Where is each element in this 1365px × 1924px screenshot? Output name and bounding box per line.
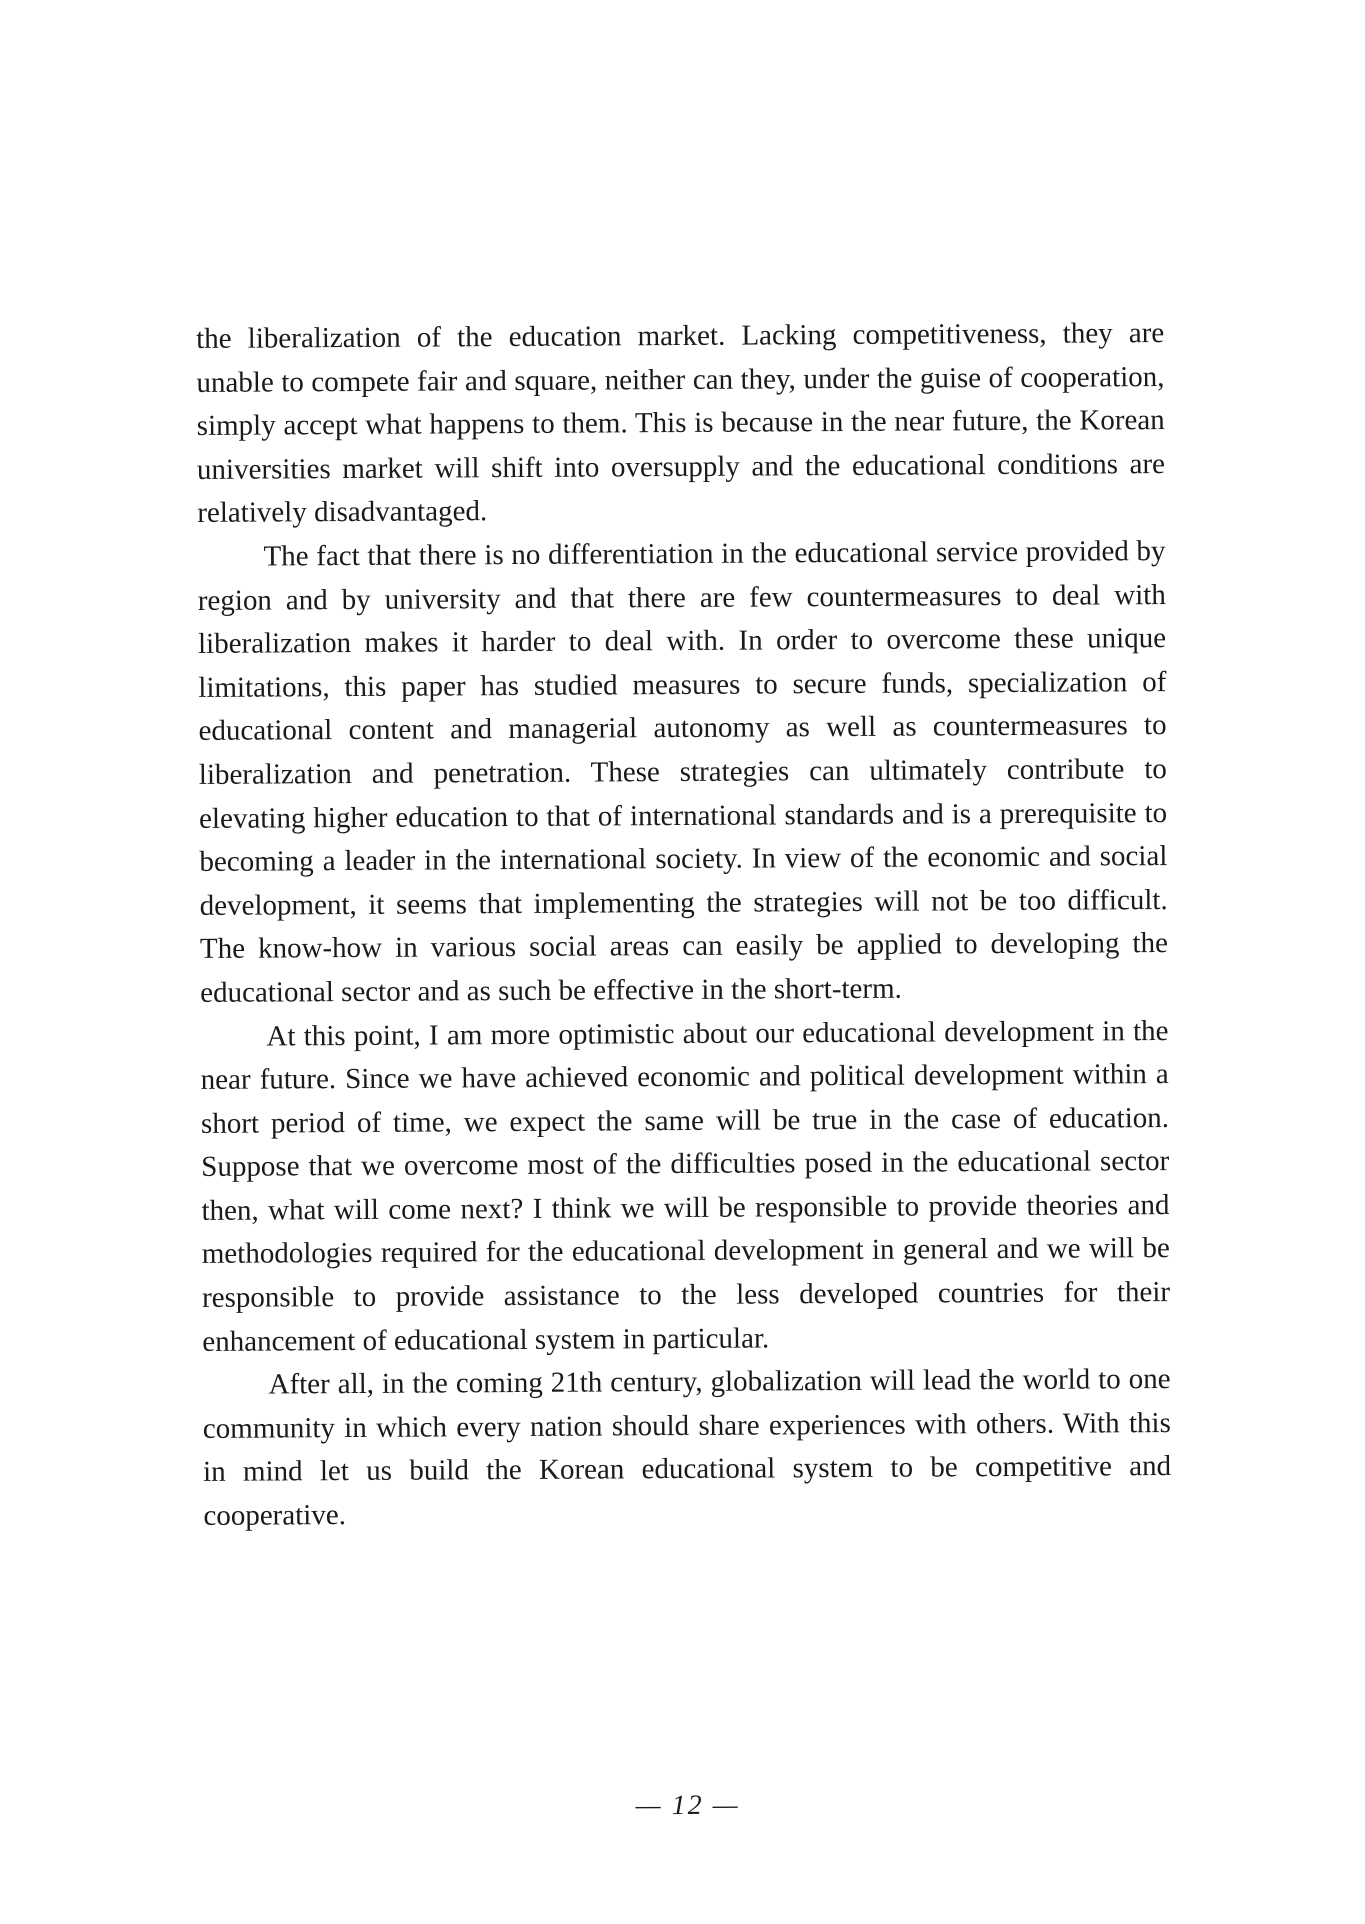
paragraph-continuation: the liberalization of the education market. Lacking competitiveness, they are unable to compete fair and square, neither can they, under the guise of cooperation, simply accept what happens to them. This is because in the near future, the Korean universities market will shift into oversupply and the educational conditions are relatively disadvantaged.	[196, 317, 1166, 530]
paragraph-differentiation: The fact that there is no differentiation in the educational service provided by region and by university and that there are few countermeasures to deal with liberalization makes it harder to deal with. In order to overcome these unique limitations, this paper has studied measures to secure funds, specialization of educational content and managerial autonomy as well as countermeasures to liberalization and penetration. These strategies can ultimately contribute to elevating higher education to that of international standards and is a prerequisite to becoming a leader in the international society. In view of the economic and social development, it seems that implementing the strategies will not be too difficult. The know-how in various social areas can easily be applied to developing the educational sector and as such be effective in the short-term.	[197, 534, 1169, 1009]
page-number: — 12 —	[635, 1789, 740, 1822]
paragraph-conclusion: After all, in the coming 21th century, globalization will lead the world to one community in which every nation should share experiences with others. With this in mind let us build the Korean educational system to be competitive and cooperative.	[202, 1363, 1172, 1532]
paragraph-optimism: At this point, I am more optimistic about our educational development in the near future. Since we have achieved economic and political development within a short period of time, we expect the same will be true in the case of education. Suppose that we overcome most of the difficulties posed in the educational sector then, what will come next? I think we will be responsible to provide theories and methodologies required for the educational development in general and we will be responsible to provide assistance to the less developed countries for their enhancement of educational system in particular.	[200, 1014, 1171, 1358]
body-text	[196, 312, 1171, 1539]
